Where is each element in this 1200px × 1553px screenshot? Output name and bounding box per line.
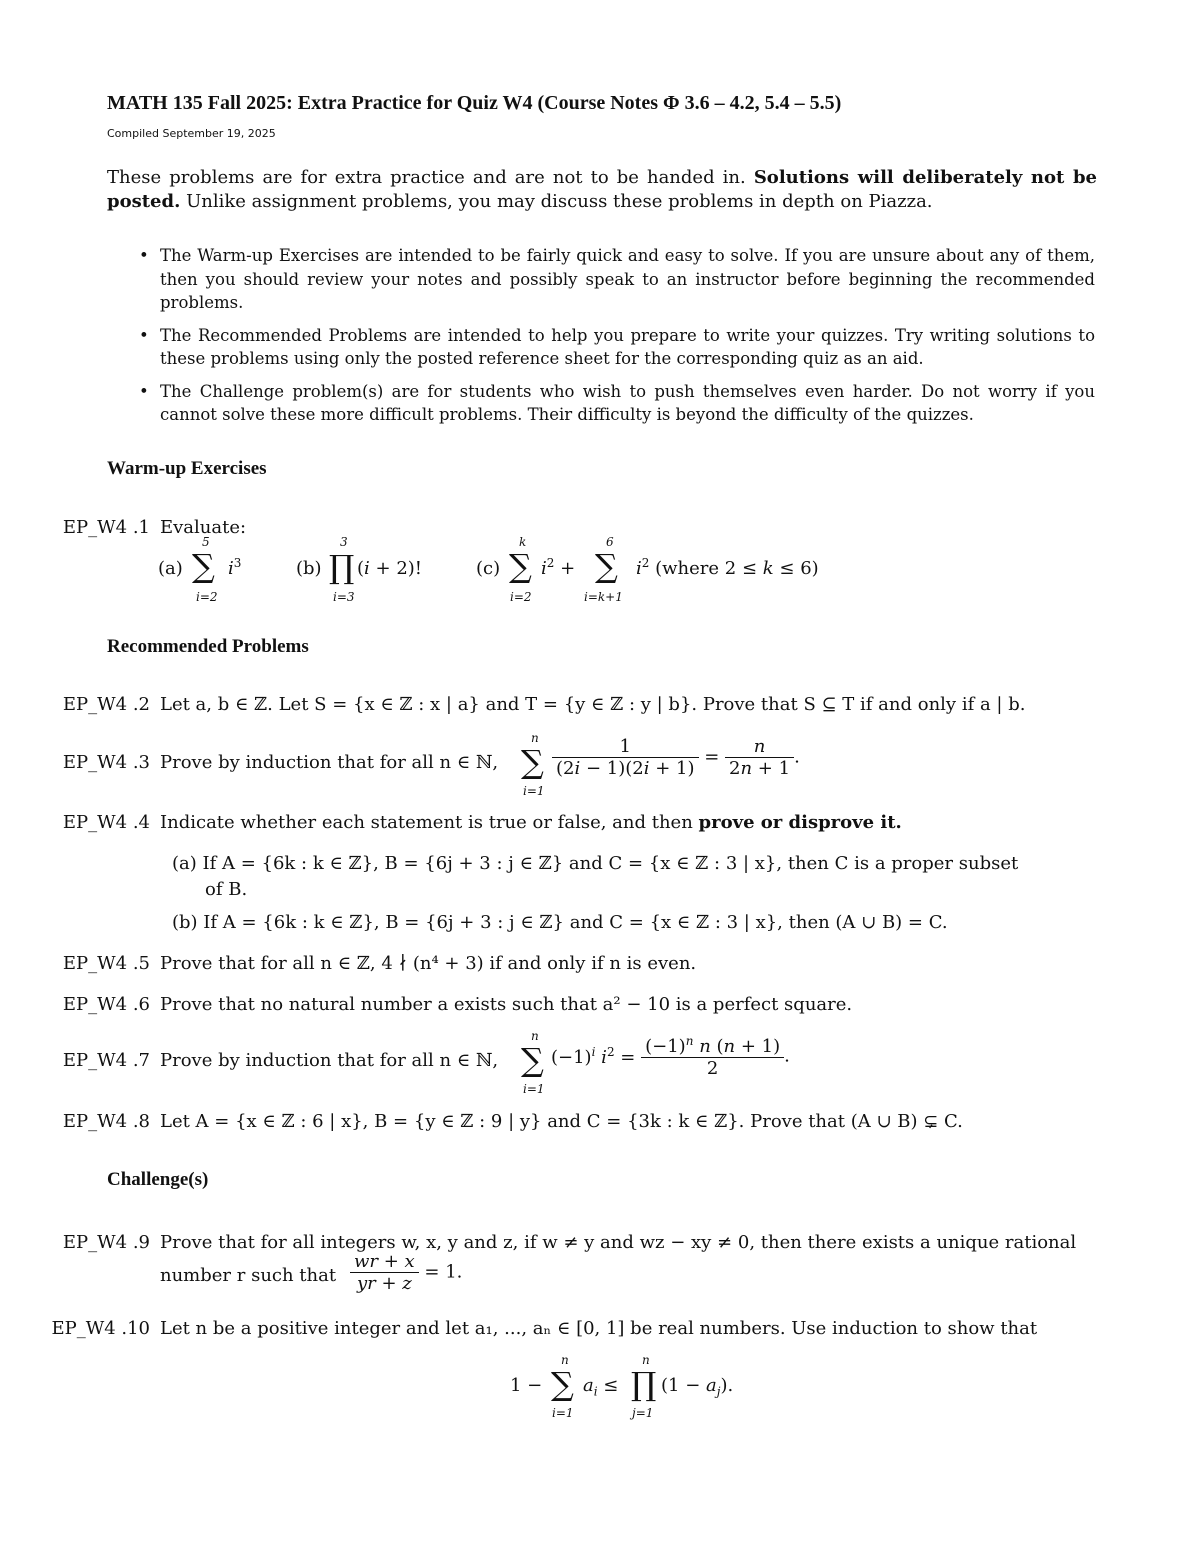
intro-bold: Solutions will deliberately not be posted. <box>107 167 1097 212</box>
problem-text <box>160 812 902 833</box>
intro-text-b: Unlike assignment problems, you may discuss these problems in depth on Piazza. <box>180 191 933 212</box>
problem-label: EP_W4 .6 <box>62 994 150 1015</box>
intro-text-a: These problems are for extra practice and are not to be handed in. <box>107 167 754 188</box>
sum-term: $i^3$ <box>228 556 242 579</box>
sum-symbol: ∑ <box>192 547 215 585</box>
sum-symbol: ∑ <box>551 1365 574 1403</box>
problem-text: Prove that for all n ∈ ℤ, 4 ∤ (n⁴ + 3) if and only if n is even. <box>160 953 697 974</box>
problem-label: EP_W4 .10 <box>51 1318 150 1339</box>
problem-text-line2: number r such that <box>160 1265 337 1286</box>
section-warmup: Warm-up Exercises <box>107 458 267 479</box>
list-item <box>135 244 1095 315</box>
induction-formula-2: $(-1)^i$ $i^2$ = $\frac{(-1)^n n (n + 1)}{2}$ . <box>551 1034 790 1079</box>
problem-label: EP_W4 .9 <box>62 1232 150 1253</box>
sum-lower: i=k+1 <box>584 590 623 604</box>
problem-text: Let a, b ∈ ℤ. Let S = {x ∈ ℤ : x | a} and T = {y ∈ ℤ : y | b}. Prove that S ⊆ T if and only if a | b. <box>160 694 1026 715</box>
display-product-term: $(1 - a_j)$. <box>661 1375 734 1399</box>
sum-upper: n <box>531 1029 539 1043</box>
problem-label: EP_W4 .4 <box>62 812 150 833</box>
problem-label: EP_W4 .8 <box>62 1111 150 1132</box>
problem-label: EP_W4 .1 <box>62 517 150 538</box>
list-item <box>135 380 1095 427</box>
bullet-text: The Recommended Problems are intended to help you prepare to write your quizzes. Try writing solutions to these problems using only the posted reference sheet for the corresponding quiz as an aid. <box>160 325 1095 368</box>
sum-upper: 5 <box>202 535 210 549</box>
page-title: MATH 135 Fall 2025: Extra Practice for Quiz W4 (Course Notes Φ 3.6 – 4.2, 5.4 – 5.5) <box>107 92 842 114</box>
sum-upper: n <box>531 731 539 745</box>
problem-text: Let n be a positive integer and let a₁, ..., aₙ ∈ [0, 1] be real numbers. Use induction to show that <box>160 1318 1038 1339</box>
problem-label: EP_W4 .7 <box>62 1050 150 1071</box>
sum-lower: i=2 <box>196 590 218 604</box>
sum-symbol: ∑ <box>595 547 618 585</box>
sum-lower: i=2 <box>510 590 532 604</box>
prod-lower: i=3 <box>333 590 355 604</box>
sum-symbol: ∑ <box>509 547 532 585</box>
sum-lower: i=1 <box>523 1082 545 1096</box>
part-a-label: (a) <box>158 558 183 579</box>
induction-formula-1: $\frac{1}{(2i - 1)(2i + 1)}$ = $\frac{n}{2n + 1}$ . <box>552 736 800 779</box>
sum-lower: i=1 <box>552 1406 574 1420</box>
sum-upper: k <box>519 535 527 549</box>
sum-lower: i=1 <box>523 784 545 798</box>
bullet-icon: • <box>139 246 149 265</box>
problem-text: Prove that for all integers w, x, y and z, if w ≠ y and wz − xy ≠ 0, then there exists a unique rational <box>160 1232 1077 1253</box>
bullet-list <box>135 244 1095 436</box>
part-c-label: (c) <box>476 558 501 579</box>
problem-label: EP_W4 .5 <box>62 953 150 974</box>
prod-lower: j=1 <box>632 1406 654 1420</box>
p4-part-a-line2: of B. <box>205 879 248 900</box>
p4-part-b: (b) If A = {6k : k ∈ ℤ}, B = {6j + 3 : j ∈ ℤ} and C = {x ∈ ℤ : 3 | x}, then (A ∪ B) = C. <box>172 912 948 933</box>
sum-term: $i^2$ + <box>541 556 576 579</box>
problem-text: Prove that no natural number a exists such that a² − 10 is a perfect square. <box>160 994 853 1015</box>
bullet-text: The Challenge problem(s) are for students who wish to push themselves even harder. Do not worry if you cannot solve these more difficult problems. Their difficulty is beyond the difficulty of the quizzes. <box>160 381 1095 424</box>
p4-text-a: Indicate whether each statement is true or false, and then <box>160 812 699 833</box>
intro-paragraph <box>107 166 1097 214</box>
product-symbol: ∏ <box>329 548 355 586</box>
sum-symbol: ∑ <box>521 743 544 781</box>
display-one-minus: 1 − <box>510 1375 543 1396</box>
prod-upper: n <box>642 1353 650 1367</box>
section-recommended: Recommended Problems <box>107 636 309 657</box>
problem-label: EP_W4 .3 <box>62 752 150 773</box>
list-item <box>135 324 1095 371</box>
section-challenge: Challenge(s) <box>107 1169 209 1190</box>
sum-upper: 6 <box>606 535 614 549</box>
problem-text: Let A = {x ∈ ℤ : 6 | x}, B = {y ∈ ℤ : 9 | y} and C = {3k : k ∈ ℤ}. Prove that (A ∪ B) ⊊ C. <box>160 1111 963 1132</box>
compiled-date: Compiled September 19, 2025 <box>107 127 276 140</box>
prod-term: (i + 2)! <box>357 558 423 579</box>
problem-text: Prove by induction that for all n ∈ ℕ, <box>160 752 499 773</box>
p4-text-bold: prove or disprove it. <box>698 812 902 833</box>
bullet-icon: • <box>139 325 149 345</box>
problem-text: Evaluate: <box>160 517 247 538</box>
sum-term: $i^2$ (where 2 ≤ k ≤ 6) <box>636 556 819 579</box>
product-symbol: ∏ <box>631 1365 657 1403</box>
sum-upper: n <box>561 1353 569 1367</box>
rational-equation: $\frac{wr + x}{yr + z}$ = 1. <box>350 1251 462 1294</box>
display-middle: $a_i$ ≤ <box>583 1375 619 1399</box>
sum-symbol: ∑ <box>521 1041 544 1079</box>
part-b-label: (b) <box>296 558 322 579</box>
problem-text: Prove by induction that for all n ∈ ℕ, <box>160 1050 499 1071</box>
bullet-icon: • <box>139 381 149 401</box>
prod-upper: 3 <box>340 535 348 549</box>
problem-label: EP_W4 .2 <box>62 694 150 715</box>
bullet-text: The Warm-up Exercises are intended to be fairly quick and easy to solve. If you are unsure about any of them, then you should review your notes and possibly speak to an instructor before beginning the recommended problems. <box>160 246 1095 312</box>
p4-part-a-line1: (a) If A = {6k : k ∈ ℤ}, B = {6j + 3 : j ∈ ℤ} and C = {x ∈ ℤ : 3 | x}, then C is a proper subset <box>172 853 1019 874</box>
